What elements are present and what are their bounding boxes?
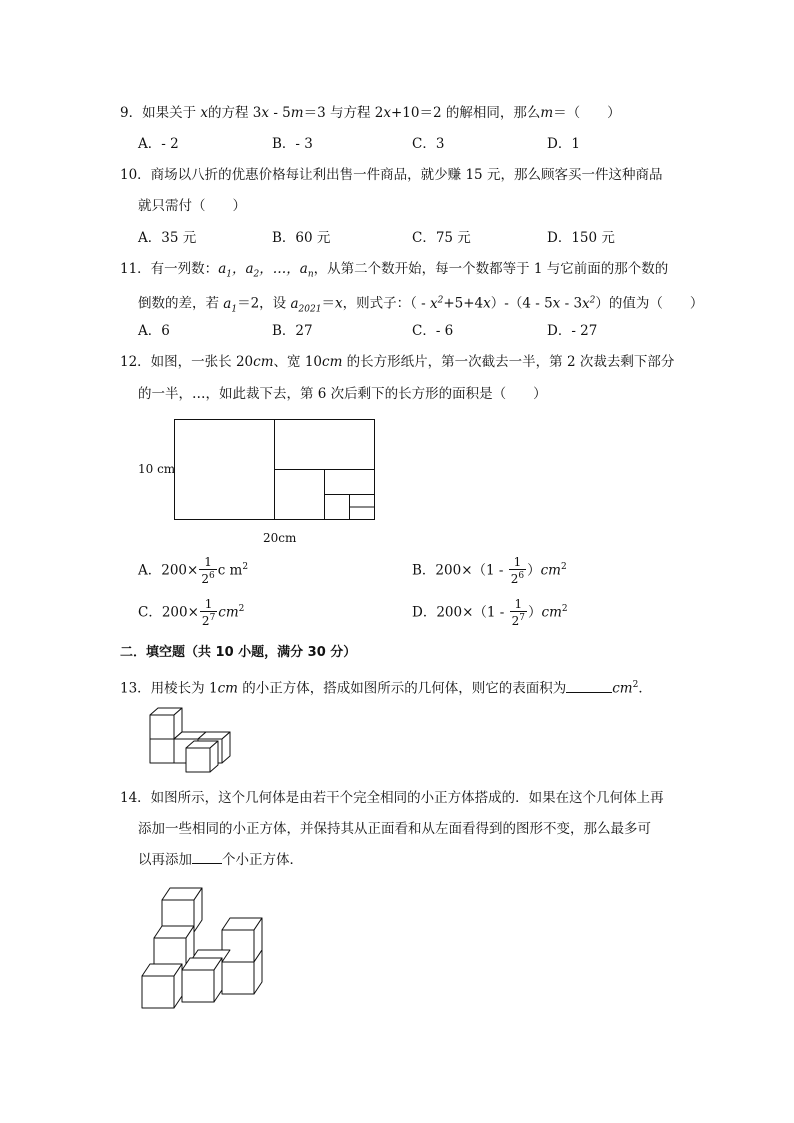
q9-text: ＝3 与方程 2 [303, 105, 384, 121]
numerator: 1 [510, 598, 527, 612]
q9-text: +10＝2 的解相同，那么 [390, 105, 541, 121]
q12-text: 、宽 10 [273, 354, 323, 370]
q11-text: ＝2，设 [237, 295, 291, 312]
q11-line-1 [120, 260, 668, 284]
q12-unit: cm [253, 354, 274, 370]
den-base: 2 [201, 572, 209, 586]
q11-text: ）的值为（ ） [595, 295, 704, 312]
q9-text: - 5 [269, 105, 291, 121]
option-letter: A．200× [138, 562, 199, 579]
q11-option-b[interactable]: B．27 [272, 323, 313, 339]
q12-option-d[interactable] [412, 598, 568, 628]
answer-blank[interactable] [192, 851, 222, 864]
option-letter: D．200×（1 - [412, 604, 509, 621]
q12-option-b[interactable] [412, 556, 567, 586]
q9-var: x [200, 105, 209, 121]
numerator: 1 [509, 556, 526, 570]
q14-line-1: 14．如图所示，这个几何体是由若干个完全相同的小正方体搭成的．如果在这个几何体上再 [120, 790, 664, 806]
q11-text: ＝ [321, 295, 335, 312]
q14-line-2: 添加一些相同的小正方体，并保持其从正面看和从左面看得到的图形不变，那么最多可 [138, 821, 651, 837]
q14-text: 个小正方体． [222, 852, 303, 868]
width-label: 20cm [263, 531, 297, 545]
unit-exponent: 2 [561, 604, 568, 614]
fraction [199, 556, 216, 586]
q13-unit: cm [217, 680, 238, 697]
close-paren: ） [528, 604, 542, 621]
den-base: 2 [510, 572, 519, 586]
unit-exponent: 2 [560, 562, 567, 572]
unit-exponent: 2 [242, 562, 249, 572]
q11-line-2 [138, 291, 703, 318]
q11-text: ）-（4 - 5 [490, 295, 553, 312]
height-label: 10 cm [138, 462, 176, 476]
q9-option-b[interactable]: B．- 3 [272, 136, 313, 152]
unit-exponent: 2 [238, 604, 245, 614]
q11-text: - 3 [560, 295, 583, 312]
den-exponent: 6 [208, 571, 215, 581]
q9-option-d[interactable]: D．1 [547, 136, 580, 152]
unit: cm [540, 562, 561, 579]
a2021-term: $a_{2021}$ [290, 295, 322, 315]
q11-text: ，则式子：（ - [342, 295, 430, 312]
q11-option-c[interactable]: C．- 6 [412, 323, 454, 339]
numerator: 1 [200, 598, 217, 612]
denominator [510, 612, 527, 628]
den-exponent: 7 [209, 613, 216, 623]
q14-text: 以再添加 [138, 852, 192, 868]
q10-line-2: 就只需付（ ） [138, 198, 246, 214]
sequence-terms: $a_1$，$a_2$，…，$a_n$ [218, 261, 314, 280]
cube-figure-2 [138, 882, 273, 1014]
cutting-diagram [170, 415, 380, 525]
den-exponent: 7 [519, 613, 526, 623]
question-13 [120, 676, 652, 698]
q12-option-c[interactable] [138, 598, 244, 628]
q11-text: +5+4 [443, 295, 484, 312]
question-9 [120, 104, 621, 122]
q10-option-a[interactable]: A．35 元 [138, 230, 197, 246]
q9-text: ＝（ ） [553, 105, 621, 121]
q11-text: 11．有一列数： [120, 261, 219, 277]
q13-text: ． [638, 680, 652, 697]
den-base: 2 [201, 614, 210, 628]
cube-figure-1 [138, 703, 238, 778]
unit: cm [541, 604, 562, 621]
q11-text: 倒数的差，若 [138, 295, 224, 312]
section-2-title: 二．填空题（共 10 小题，满分 30 分） [120, 645, 357, 660]
x-squared: $x^2$ [429, 295, 444, 312]
q9-var: x [261, 105, 270, 121]
q13-text: 13．用棱长为 1 [120, 680, 218, 697]
q12-unit: cm [322, 354, 343, 370]
q10-line-1: 10．商场以八折的优惠价格每让利出售一件商品，就少赚 15 元，那么顾客买一件这种商品 [120, 167, 663, 183]
q11-option-d[interactable]: D．- 27 [547, 323, 598, 339]
denominator [509, 570, 526, 586]
x-squared: $x^2$ [582, 295, 596, 312]
q13-text: 的小正方体，搭成如图所示的几何体，则它的表面积为 [237, 680, 567, 697]
denominator [199, 570, 216, 586]
q14-line-3 [138, 851, 303, 869]
option-letter: C．200× [138, 604, 199, 621]
q10-option-d[interactable]: D．150 元 [547, 230, 615, 246]
q12-text: 的长方形纸片，第一次截去一半，第 2 次裁去剩下部分 [342, 354, 675, 370]
a1-term: $a_1$ [223, 295, 238, 315]
q9-var: m [540, 105, 554, 121]
q11-option-a[interactable]: A．6 [138, 323, 170, 339]
q11-var: x [334, 295, 343, 312]
fraction [509, 556, 526, 586]
den-exponent: 6 [518, 571, 525, 581]
q9-option-a[interactable]: A．- 2 [138, 136, 179, 152]
q11-var: x [483, 295, 491, 312]
q9-text: 的方程 3 [208, 105, 262, 121]
q12-option-a[interactable] [138, 556, 248, 586]
numerator: 1 [199, 556, 216, 570]
q11-text: ，从第二个数开始，每一个数都等于 1 与它前面的那个数的 [313, 261, 669, 277]
unit: cm [218, 604, 239, 621]
option-letter: B．200×（1 - [412, 562, 508, 579]
q9-text: 9．如果关于 [120, 105, 197, 121]
unit: c m [217, 562, 243, 579]
fraction [510, 598, 527, 628]
den-base: 2 [511, 614, 520, 628]
q9-var: x [383, 105, 391, 121]
q12-line-2: 的一半，…，如此裁下去，第 6 次后剩下的长方形的面积是（ ） [138, 386, 547, 402]
q11-var: x [552, 295, 561, 312]
q10-option-b[interactable]: B．60 元 [272, 230, 331, 246]
q12-line-1 [120, 353, 674, 371]
q9-var: m [290, 105, 304, 121]
close-paren: ） [527, 562, 541, 579]
answer-blank[interactable] [566, 680, 612, 693]
fraction [200, 598, 217, 628]
denominator [200, 612, 217, 628]
q12-text: 12．如图，一张长 20 [120, 354, 254, 370]
q9-option-c[interactable]: C．3 [412, 136, 445, 152]
q13-unit: cm [612, 680, 633, 697]
q13-exponent: 2 [632, 680, 639, 690]
q10-option-c[interactable]: C．75 元 [412, 230, 471, 246]
